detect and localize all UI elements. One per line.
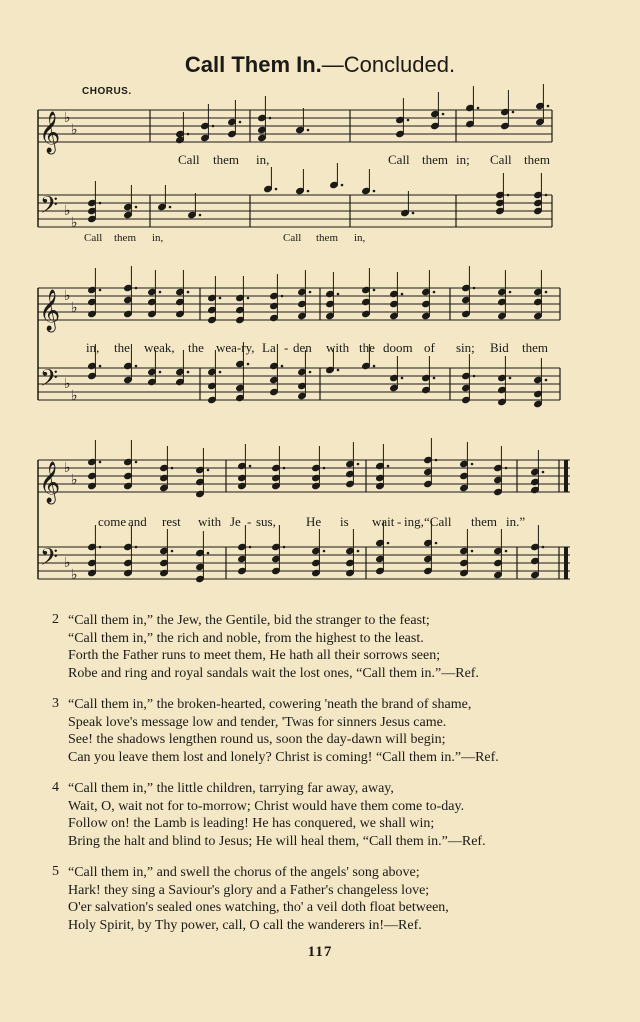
- flat-sign: ♭: [71, 123, 78, 138]
- verse-line: Forth the Father runs to meet them, He hath all their sorrows seen;: [68, 648, 441, 663]
- lyric-word: the: [114, 340, 130, 355]
- verse-line: Holy Spirit, by Thy power, call, O call the wanderers in!—Ref.: [68, 917, 422, 933]
- lyric-word: of: [424, 340, 435, 355]
- lyric-word: in.”: [506, 514, 526, 529]
- augmentation-dot: [135, 206, 138, 209]
- lyric-word: in;: [456, 152, 470, 167]
- augmentation-dot: [473, 375, 476, 378]
- page-number: 117: [307, 944, 333, 960]
- augmentation-dot: [509, 377, 512, 380]
- augmentation-dot: [281, 295, 284, 298]
- lyric-word: -: [284, 340, 289, 355]
- lyric-word: sin;: [456, 340, 475, 355]
- augmentation-dot: [283, 467, 286, 470]
- augmentation-dot: [171, 467, 174, 470]
- augmentation-dot: [471, 550, 474, 553]
- verse-line: O'er salvation's sealed ones watching, tho' a veil doth float between,: [68, 900, 449, 915]
- verse-line: Bring the halt and blind to Jesus; He will heal them, “Call them in.”—Ref.: [68, 833, 486, 849]
- lyric-word: them: [316, 232, 338, 244]
- lyric-word: den: [293, 340, 312, 355]
- augmentation-dot: [401, 293, 404, 296]
- augmentation-dot: [187, 133, 190, 136]
- bass-clef: 𝄢: [40, 191, 59, 224]
- verses: [52, 612, 612, 948]
- lyric-word: ing,: [404, 514, 424, 529]
- clefs: [39, 111, 78, 583]
- lyric-word: is: [340, 514, 349, 529]
- lyric-word: them: [522, 340, 548, 355]
- verse-line: Follow on! the Lamb is leading! He has conquered, we shall win;: [68, 816, 435, 831]
- augmentation-dot: [412, 212, 415, 215]
- augmentation-dot: [512, 111, 515, 114]
- augmentation-dot: [442, 113, 445, 116]
- augmentation-dot: [373, 289, 376, 292]
- lyric-word: Call: [388, 152, 410, 167]
- augmentation-dot: [387, 542, 390, 545]
- verse-number: 3: [52, 696, 59, 711]
- augmentation-dot: [407, 119, 410, 122]
- verse-number: 5: [52, 864, 59, 879]
- bass-clef: 𝄢: [40, 364, 59, 397]
- augmentation-dot: [337, 369, 340, 372]
- verse-line: Wait, O, wait not for to-morrow; Christ would have them come to-day.: [68, 798, 465, 814]
- augmentation-dot: [212, 125, 215, 128]
- flat-sign: ♭: [71, 216, 78, 231]
- chorus-label: CHORUS.: [82, 86, 132, 97]
- lyric-word: wait: [372, 514, 395, 529]
- lyric-word: Bid: [490, 340, 509, 355]
- flat-sign: ♭: [71, 389, 78, 404]
- lyric-word: in,: [354, 232, 366, 244]
- lyric-word: -: [397, 514, 402, 529]
- lyric-word: weak,: [144, 340, 175, 355]
- augmentation-dot: [323, 550, 326, 553]
- flat-sign: ♭: [64, 556, 71, 571]
- augmentation-dot: [505, 550, 508, 553]
- lyric-word: La: [262, 340, 276, 355]
- lyric-word: come: [98, 514, 127, 529]
- lyric-word: with: [198, 514, 222, 529]
- title-main: Call Them In.: [184, 52, 322, 77]
- augmentation-dot: [275, 188, 278, 191]
- augmentation-dot: [545, 194, 548, 197]
- augmentation-dot: [247, 297, 250, 300]
- augmentation-dot: [373, 365, 376, 368]
- flat-sign: ♭: [64, 289, 71, 304]
- augmentation-dot: [207, 469, 210, 472]
- augmentation-dot: [477, 107, 480, 110]
- verse-line: “Call them in,” and swell the chorus of the angels' song above;: [68, 865, 420, 880]
- augmentation-dot: [509, 291, 512, 294]
- augmentation-dot: [99, 546, 102, 549]
- lyric-word: them: [213, 152, 239, 167]
- augmentation-dot: [471, 463, 474, 466]
- flat-sign: ♭: [64, 377, 71, 392]
- augmentation-dot: [171, 550, 174, 553]
- augmentation-dot: [249, 465, 252, 468]
- augmentation-dot: [207, 552, 210, 555]
- verse-3: [52, 696, 612, 766]
- augmentation-dot: [135, 461, 138, 464]
- augmentation-dot: [473, 287, 476, 290]
- flat-sign: ♭: [64, 461, 71, 476]
- lyric-word: them: [524, 152, 550, 167]
- lyric-word: Call: [490, 152, 512, 167]
- augmentation-dot: [99, 202, 102, 205]
- augmentation-dot: [247, 363, 250, 366]
- augmentation-dot: [249, 546, 252, 549]
- lyric-word: Call: [84, 232, 103, 244]
- lyric-word: Call: [283, 232, 302, 244]
- augmentation-dot: [373, 190, 376, 193]
- lyric-word: -: [247, 514, 252, 529]
- augmentation-dot: [341, 184, 344, 187]
- verse-line: Hark! they sing a Saviour's glory and a Father's changeless love;: [68, 882, 430, 898]
- verse-number: 4: [52, 780, 59, 795]
- augmentation-dot: [433, 291, 436, 294]
- lyric-word: in,: [86, 340, 100, 355]
- verse-line: See! the shadows lengthen round us, soon the day-dawn will begin;: [68, 732, 446, 747]
- augmentation-dot: [433, 377, 436, 380]
- lyric-word: and: [128, 514, 147, 529]
- augmentation-dot: [357, 550, 360, 553]
- flat-sign: ♭: [71, 568, 78, 583]
- note-heads: [88, 84, 550, 583]
- augmentation-dot: [219, 297, 222, 300]
- augmentation-dot: [159, 291, 162, 294]
- treble-clef: 𝄞: [39, 112, 61, 153]
- augmentation-dot: [401, 377, 404, 380]
- augmentation-dot: [309, 371, 312, 374]
- augmentation-dot: [99, 365, 102, 368]
- verse-line: “Call them in,” the rich and noble, from the highest to the least.: [68, 630, 424, 646]
- augmentation-dot: [99, 461, 102, 464]
- lyric-word: rest: [162, 514, 181, 529]
- lyric-word: with: [326, 340, 350, 355]
- lyric-word: Call: [178, 152, 200, 167]
- verse-line: “Call them in,” the Jew, the Gentile, bid the stranger to the feast;: [68, 613, 430, 628]
- augmentation-dot: [435, 542, 438, 545]
- lyric-word: “Call: [424, 514, 452, 529]
- lyric-word: He: [306, 514, 322, 529]
- lyric-word: wea-ry,: [216, 340, 255, 355]
- augmentation-dot: [507, 194, 510, 197]
- lyric-word: the: [359, 340, 375, 355]
- augmentation-dot: [387, 465, 390, 468]
- title-sub: —Concluded.: [321, 52, 456, 77]
- augmentation-dot: [187, 371, 190, 374]
- augmentation-dot: [545, 379, 548, 382]
- flat-sign: ♭: [64, 204, 71, 219]
- verse-5: [52, 864, 612, 934]
- augmentation-dot: [283, 546, 286, 549]
- lyric-word: them: [422, 152, 448, 167]
- lyric-word: sus,: [256, 514, 276, 529]
- augmentation-dot: [199, 214, 202, 217]
- treble-clef: 𝄞: [39, 290, 61, 331]
- lyric-word: the: [188, 340, 204, 355]
- treble-clef: 𝄞: [39, 462, 61, 503]
- verse-line: Robe and ring and royal sandals wait the lost ones, “Call them in.”—Ref.: [68, 665, 479, 681]
- augmentation-dot: [307, 129, 310, 132]
- augmentation-dot: [542, 546, 545, 549]
- bass-clef: 𝄢: [40, 543, 59, 576]
- augmentation-dot: [435, 459, 438, 462]
- lyric-word: Je: [230, 514, 241, 529]
- augmentation-dot: [542, 471, 545, 474]
- lyric-word: them: [114, 232, 136, 244]
- augmentation-dot: [547, 105, 550, 108]
- augmentation-dot: [323, 467, 326, 470]
- verse-line: “Call them in,” the broken-hearted, cowering 'neath the brand of shame,: [68, 697, 472, 712]
- augmentation-dot: [135, 365, 138, 368]
- flat-sign: ♭: [71, 301, 78, 316]
- verse-line: Can you leave them lost and lonely? Christ is coming! “Call them in.”—Ref.: [68, 749, 499, 765]
- lyric-word: them: [471, 514, 497, 529]
- augmentation-dot: [239, 121, 242, 124]
- augmentation-dot: [159, 371, 162, 374]
- flat-sign: ♭: [64, 111, 71, 126]
- lyric-word: in,: [256, 152, 270, 167]
- verse-2: [52, 612, 612, 682]
- augmentation-dot: [135, 546, 138, 549]
- augmentation-dot: [309, 291, 312, 294]
- lyric-word: in,: [152, 232, 164, 244]
- lyric-word: doom: [383, 340, 413, 355]
- augmentation-dot: [187, 291, 190, 294]
- verse-4: [52, 780, 612, 850]
- augmentation-dot: [545, 291, 548, 294]
- verse-line: Speak love's message low and tender, 'Twas for sinners Jesus came.: [68, 714, 447, 730]
- augmentation-dot: [269, 117, 272, 120]
- augmentation-dot: [135, 287, 138, 290]
- augmentation-dot: [281, 365, 284, 368]
- augmentation-dot: [357, 463, 360, 466]
- verse-line: “Call them in,” the little children, tarrying far away, away,: [68, 781, 394, 796]
- flat-sign: ♭: [71, 473, 78, 488]
- verse-number: 2: [52, 612, 59, 627]
- augmentation-dot: [219, 371, 222, 374]
- augmentation-dot: [169, 206, 172, 209]
- augmentation-dot: [99, 289, 102, 292]
- augmentation-dot: [505, 467, 508, 470]
- augmentation-dot: [337, 293, 340, 296]
- augmentation-dot: [307, 190, 310, 193]
